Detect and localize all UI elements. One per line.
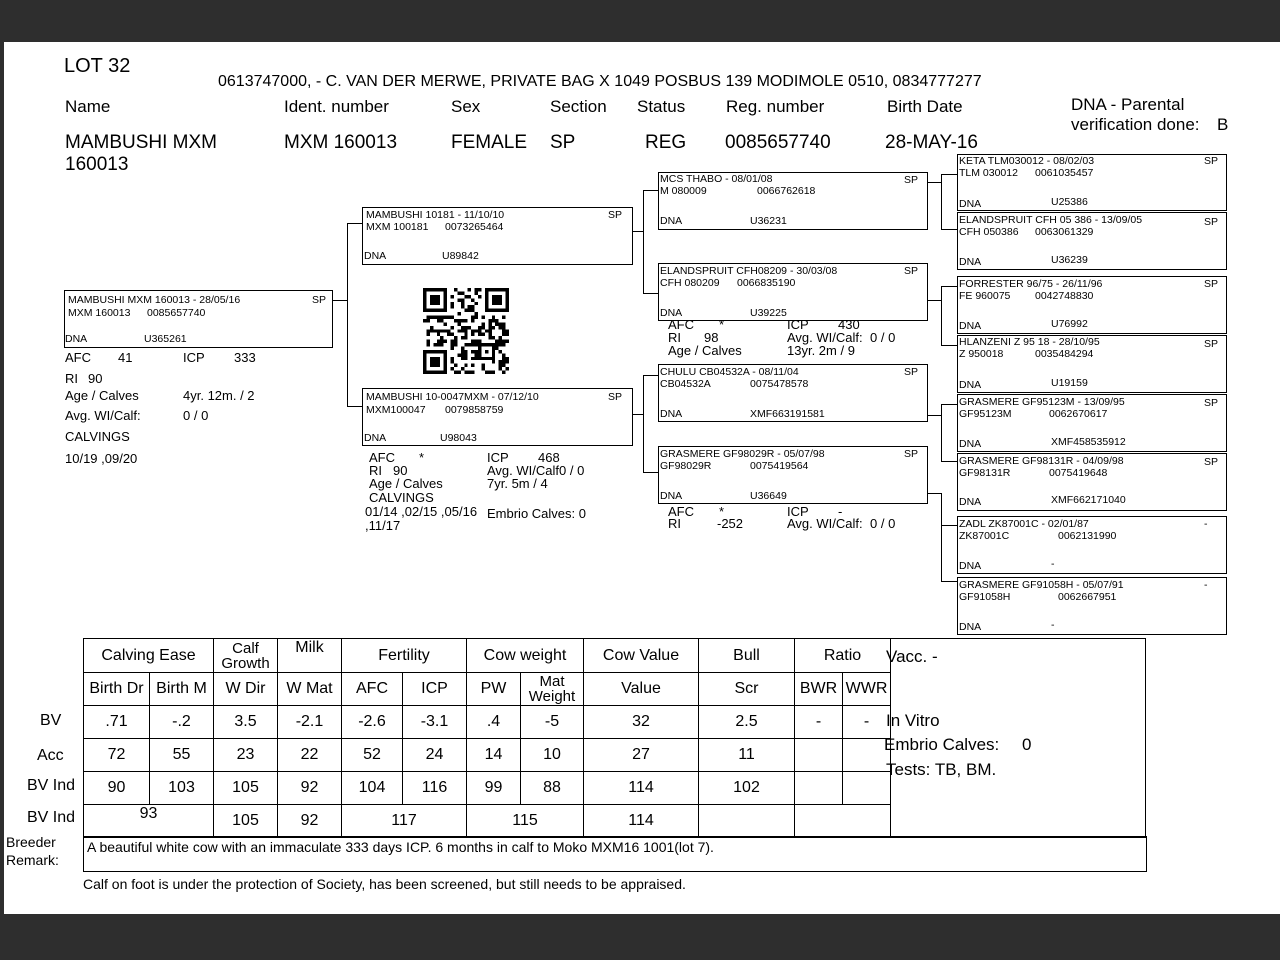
bvind2-cell: 105 <box>214 805 278 838</box>
dam-age: 7yr. 5m / 4 <box>487 476 548 491</box>
connector <box>941 229 957 230</box>
footnote: Calf on foot is under the protection of Society, has been screened, but still needs to be appraised. <box>83 876 686 892</box>
dam-box <box>362 388 633 446</box>
bv-cell: -.2 <box>150 706 214 739</box>
gp-dna: U36231 <box>750 215 787 227</box>
gp2-afc: * <box>719 317 725 332</box>
subhdr-mat-weight: Mat Weight <box>521 673 584 706</box>
gp-dna-label: DNA <box>660 408 683 420</box>
ggp-dna: XMF458535912 <box>1051 436 1126 448</box>
invitro-label: In Vitro <box>886 711 940 730</box>
ggp-sp: SP <box>1204 278 1219 290</box>
group-ratio: Ratio <box>795 639 891 673</box>
connector <box>643 293 658 294</box>
ggp-id: Z 950018 <box>959 348 1004 360</box>
gp-dna-label: DNA <box>660 490 683 502</box>
ggp-title: GRASMERE GF95123M - 13/09/95 <box>959 396 1125 408</box>
gp2-wi-label: Avg. WI/Calf: <box>787 330 863 345</box>
subhdr-wwr: WWR <box>843 673 891 706</box>
ggp-dna: U76992 <box>1051 318 1088 330</box>
gp-title: CHULU CB04532A - 08/11/04 <box>660 366 799 378</box>
ggp-box <box>957 276 1227 334</box>
ggp-box <box>957 154 1227 211</box>
ggp-reg: 0063061329 <box>1035 226 1094 238</box>
remark-box <box>83 836 1147 872</box>
subject-age-label: Age / Calves <box>65 388 139 403</box>
ggp-reg: 0035484294 <box>1035 348 1094 360</box>
subhdr-bwr: BWR <box>795 673 843 706</box>
ggp-sp: SP <box>1204 216 1219 228</box>
header-birth: Birth Date <box>887 97 963 116</box>
ggp-dna-label: DNA <box>959 560 982 572</box>
ggp-box <box>957 453 1227 511</box>
gp2-age: 13yr. 2m / 9 <box>787 343 855 358</box>
acc-cell: 55 <box>150 739 214 772</box>
ggp-dna-label: DNA <box>959 320 982 332</box>
connector <box>941 286 942 346</box>
ggp-sp: SP <box>1204 456 1219 468</box>
bvind-cell: 114 <box>584 772 699 805</box>
catalogue-sheet <box>4 42 1280 914</box>
subject-calvings: 10/19 ,09/20 <box>65 451 138 466</box>
header-reg: Reg. number <box>726 97 825 116</box>
ggp-title: GRASMERE GF98131R - 04/09/98 <box>959 455 1124 467</box>
animal-reg: 0085657740 <box>725 132 831 153</box>
granddam-paternal-box <box>658 263 928 321</box>
subhdr-scr: Scr <box>699 673 795 706</box>
subject-icp: 333 <box>234 350 256 365</box>
gp4-afc-label: AFC <box>668 504 694 519</box>
subject-title: MAMBUSHI MXM 160013 - 28/05/16 <box>68 294 241 306</box>
ggp-dna-label: DNA <box>959 256 982 268</box>
subject-wi: 0 / 0 <box>183 408 209 423</box>
connector <box>941 174 957 175</box>
gp2-icp-label: ICP <box>787 317 809 332</box>
dam-dna: U98043 <box>440 432 477 444</box>
dam-afc: * <box>419 450 425 465</box>
bvind-cell: 90 <box>84 772 150 805</box>
embrio-value: 0 <box>1022 735 1032 754</box>
ggp-sp: SP <box>1204 397 1219 409</box>
bv-cell: 2.5 <box>699 706 795 739</box>
ggp-id: FE 960075 <box>959 290 1011 302</box>
bv-cell: .71 <box>84 706 150 739</box>
sire-sp: SP <box>608 209 623 221</box>
row-label-bv: BV <box>40 712 62 729</box>
gp-dna: U36649 <box>750 490 787 502</box>
gp4-afc: * <box>719 504 725 519</box>
ggp-dna-label: DNA <box>959 621 982 633</box>
acc-cell: 23 <box>214 739 278 772</box>
connector <box>941 404 942 462</box>
grandsire-paternal-box <box>658 172 928 230</box>
acc-cell: 11 <box>699 739 795 772</box>
subhdr-icp: ICP <box>403 673 467 706</box>
subhdr-birth-m: Birth M <box>150 673 214 706</box>
acc-cell: 24 <box>403 739 467 772</box>
bv-cell: -5 <box>521 706 584 739</box>
gp4-wi-label: Avg. WI/Calf: <box>787 516 863 531</box>
bvind2-cell: 92 <box>278 805 342 838</box>
sire-box <box>362 207 633 265</box>
ggp-dna: U36239 <box>1051 254 1088 266</box>
dam-icp: 468 <box>538 450 560 465</box>
dam-dna-label: DNA <box>364 432 387 444</box>
subject-sp: SP <box>312 294 327 306</box>
connector <box>643 472 658 473</box>
gp-sp: SP <box>904 174 919 186</box>
subject-reg: 0085657740 <box>147 307 206 319</box>
gp-reg: 0075478578 <box>750 378 809 390</box>
gp-id: GF98029R <box>660 460 712 472</box>
ggp-id: ZK87001C <box>959 530 1010 542</box>
connector <box>926 493 941 494</box>
bv-cell: 32 <box>584 706 699 739</box>
connector <box>926 182 941 183</box>
owner-line: 0613747000, - C. VAN DER MERWE, PRIVATE BAG X 1049 POSBUS 139 MODIMOLE 0510, 0834777277 <box>218 73 982 90</box>
gp-title: ELANDSPRUIT CFH08209 - 30/03/08 <box>660 265 838 277</box>
dam-ri-label: RI <box>369 463 382 478</box>
bv-cell: - <box>795 706 843 739</box>
connector <box>347 223 348 407</box>
ggp-reg: 0062667951 <box>1058 591 1117 603</box>
bvind2-cell: 117 <box>342 805 467 838</box>
group-bull: Bull <box>699 639 795 673</box>
gp2-icp: 430 <box>838 317 860 332</box>
ggp-dna: U19159 <box>1051 377 1088 389</box>
subject-id: MXM 160013 <box>68 307 131 319</box>
connector <box>941 345 957 346</box>
acc-cell: 27 <box>584 739 699 772</box>
dam-reg: 0079858759 <box>445 404 504 416</box>
ggp-id: GF95123M <box>959 408 1012 420</box>
dam-ri: 90 <box>393 463 408 478</box>
ggp-dna: XMF662171040 <box>1051 494 1126 506</box>
ggp-id: GF98131R <box>959 467 1011 479</box>
ggp-box <box>957 212 1227 270</box>
ggp-id: CFH 050386 <box>959 226 1019 238</box>
ggp-title: HLANZENI Z 95 18 - 28/10/95 <box>959 336 1100 348</box>
acc-cell: 72 <box>84 739 150 772</box>
connector <box>941 525 957 526</box>
ggp-dna-label: DNA <box>959 198 982 210</box>
ggp-box <box>957 577 1227 635</box>
bv-cell: - <box>843 706 891 739</box>
gp-dna-label: DNA <box>660 215 683 227</box>
gp2-age-label: Age / Calves <box>668 343 742 358</box>
group-calf-growth: Calf Growth <box>214 639 278 673</box>
gp-sp: SP <box>904 366 919 378</box>
subject-wi-label: Avg. WI/Calf: <box>65 408 141 423</box>
vaccination-panel <box>879 638 1146 838</box>
granddam-maternal-box <box>658 446 928 504</box>
subject-age: 4yr. 12m. / 2 <box>183 388 255 403</box>
remark-text: A beautiful white cow with an immaculate 333 days ICP. 6 months in calf to Moko MXM16 1001(lot 7). <box>87 839 714 855</box>
group-calving-ease: Calving Ease <box>84 639 214 673</box>
connector <box>941 493 942 582</box>
animal-birth: 28-MAY-16 <box>885 132 978 153</box>
breeding-values-table <box>83 638 891 838</box>
acc-cell: 52 <box>342 739 403 772</box>
bvind2-cell <box>699 805 795 838</box>
bv-cell: .4 <box>467 706 521 739</box>
connector <box>643 190 658 191</box>
bvind2-cell: 115 <box>467 805 584 838</box>
dam-age-label: Age / Calves <box>369 476 443 491</box>
ggp-dna-label: DNA <box>959 379 982 391</box>
bv-cell: -2.1 <box>278 706 342 739</box>
gp2-ri-label: RI <box>668 330 681 345</box>
connector <box>926 415 941 416</box>
grandsire-maternal-box <box>658 364 928 422</box>
subject-calvings-label: CALVINGS <box>65 429 130 444</box>
sire-reg: 0073265464 <box>445 221 504 233</box>
ggp-title: KETA TLM030012 - 08/02/03 <box>959 155 1095 167</box>
embrio-label: Embrio Calves: <box>884 735 1000 754</box>
ggp-id: GF91058H <box>959 591 1011 603</box>
bvind-cell: 103 <box>150 772 214 805</box>
bvind-cell: 102 <box>699 772 795 805</box>
group-milk: Milk <box>278 639 342 673</box>
dam-title: MAMBUSHI 10-0047MXM - 07/12/10 <box>366 391 539 403</box>
subject-afc-label: AFC <box>65 350 91 365</box>
dam-calvings-1: 01/14 ,02/15 ,05/16 <box>365 504 478 519</box>
gp4-icp-label: ICP <box>787 504 809 519</box>
subject-dna-label: DNA <box>65 333 88 345</box>
gp2-afc-label: AFC <box>668 317 694 332</box>
gp-reg: 0075419564 <box>750 460 809 472</box>
header-status: Status <box>637 97 686 116</box>
dam-sp: SP <box>608 391 623 403</box>
gp-id: CB04532A <box>660 378 711 390</box>
subject-ri-label: RI <box>65 371 78 386</box>
acc-cell: 10 <box>521 739 584 772</box>
connector <box>941 286 957 287</box>
dam-calvings-2: ,11/17 <box>365 518 401 533</box>
connector <box>941 404 957 405</box>
ggp-dna-label: DNA <box>959 496 982 508</box>
ggp-dna: - <box>1051 619 1055 631</box>
breeder-label: Breeder <box>6 834 56 850</box>
acc-cell <box>795 739 843 772</box>
bvind2-cell: 93 <box>84 805 214 838</box>
dam-id: MXM100047 <box>366 404 426 416</box>
gp-dna-label: DNA <box>660 307 683 319</box>
animal-name-1: MAMBUSHI MXM <box>65 132 217 153</box>
gp-sp: SP <box>904 448 919 460</box>
ggp-box <box>957 394 1227 452</box>
subhdr-birth-dr: Birth Dr <box>84 673 150 706</box>
ggp-reg: 0075419648 <box>1049 467 1108 479</box>
qr-code <box>423 288 509 374</box>
gp4-wi: 0 / 0 <box>870 516 896 531</box>
header-dna-2: verification done: <box>1071 115 1200 134</box>
dam-calvings-label: CALVINGS <box>369 490 434 505</box>
tests-label: Tests: TB, BM. <box>886 760 997 779</box>
bvind-cell: 88 <box>521 772 584 805</box>
subhdr-w-mat: W Mat <box>278 673 342 706</box>
subhdr-value: Value <box>584 673 699 706</box>
bvind-cell <box>795 772 843 805</box>
animal-name-2: 160013 <box>65 154 129 175</box>
connector <box>347 223 363 224</box>
lot-number: LOT 32 <box>64 55 131 77</box>
header-sex: Sex <box>451 97 481 116</box>
ggp-title: FORRESTER 96/75 - 26/11/96 <box>959 278 1103 290</box>
subject-ri: 90 <box>88 371 103 386</box>
ggp-title: ELANDSPRUIT CFH 05 386 - 13/09/05 <box>959 214 1143 226</box>
ggp-dna: U25386 <box>1051 196 1088 208</box>
connector <box>941 174 942 230</box>
dam-afc-label: AFC <box>369 450 395 465</box>
sire-dna-label: DNA <box>364 250 387 262</box>
vacc-label: Vacc. - <box>886 647 938 666</box>
row-label-acc: Acc <box>37 747 64 764</box>
ggp-box <box>957 516 1227 574</box>
group-fertility: Fertility <box>342 639 467 673</box>
ggp-id: TLM 030012 <box>959 167 1018 179</box>
bvind-cell: 92 <box>278 772 342 805</box>
ggp-title: GRASMERE GF91058H - 05/07/91 <box>959 579 1124 591</box>
ggp-dna-label: DNA <box>959 438 982 450</box>
bvind2-cell: 114 <box>584 805 699 838</box>
connector <box>941 581 957 582</box>
subhdr-w-dir: W Dir <box>214 673 278 706</box>
ggp-sp: - <box>1204 579 1208 591</box>
header-name: Name <box>65 97 111 116</box>
sire-dna: U89842 <box>442 250 479 262</box>
ggp-dna: - <box>1051 558 1055 570</box>
gp4-ri: -252 <box>717 516 744 531</box>
gp4-icp: - <box>838 504 843 519</box>
subject-dna: U365261 <box>144 333 187 345</box>
bv-cell: 3.5 <box>214 706 278 739</box>
gp-dna: XMF663191581 <box>750 408 825 420</box>
subhdr-afc: AFC <box>342 673 403 706</box>
connector <box>643 375 658 376</box>
gp-id: M 080009 <box>660 185 707 197</box>
ggp-sp: - <box>1204 518 1208 530</box>
gp-id: CFH 080209 <box>660 277 720 289</box>
bvind2-cell <box>795 805 891 838</box>
bv-cell: -3.1 <box>403 706 467 739</box>
bvind-cell: 99 <box>467 772 521 805</box>
gp2-ri: 98 <box>704 330 719 345</box>
connector <box>643 190 644 294</box>
bvind-cell: 116 <box>403 772 467 805</box>
gp-title: MCS THABO - 08/01/08 <box>660 173 773 185</box>
bvind-cell: 105 <box>214 772 278 805</box>
acc-cell: 22 <box>278 739 342 772</box>
ggp-sp: SP <box>1204 338 1219 350</box>
bv-cell: -2.6 <box>342 706 403 739</box>
sire-id: MXM 100181 <box>366 221 429 233</box>
connector <box>643 375 644 473</box>
header-dna-1: DNA - Parental <box>1071 95 1185 114</box>
subhdr-pw: PW <box>467 673 521 706</box>
subject-pedigree-box <box>64 290 333 348</box>
gp-reg: 0066762618 <box>757 185 816 197</box>
sire-title: MAMBUSHI 10181 - 11/10/10 <box>366 209 505 221</box>
animal-status: REG <box>645 132 687 153</box>
gp-dna: U39225 <box>750 307 787 319</box>
remark-label: Remark: <box>6 852 59 868</box>
ggp-box <box>957 335 1227 393</box>
acc-cell: 14 <box>467 739 521 772</box>
gp4-ri-label: RI <box>668 516 681 531</box>
ggp-reg: 0062131990 <box>1058 530 1117 542</box>
ggp-reg: 0042748830 <box>1035 290 1094 302</box>
row-label-bvind: BV Ind <box>27 777 76 794</box>
gp-sp: SP <box>904 265 919 277</box>
ggp-sp: SP <box>1204 155 1219 167</box>
header-ident: Ident. number <box>284 97 389 116</box>
ggp-reg: 0061035457 <box>1035 167 1094 179</box>
group-cow-value: Cow Value <box>584 639 699 673</box>
subject-icp-label: ICP <box>183 350 205 365</box>
dam-embrio: Embrio Calves: 0 <box>487 506 586 521</box>
connector <box>331 300 347 301</box>
group-cow-weight: Cow weight <box>467 639 584 673</box>
gp-reg: 0066835190 <box>737 277 796 289</box>
connector <box>347 406 363 407</box>
bvind-cell: 104 <box>342 772 403 805</box>
connector <box>926 300 941 301</box>
animal-ident: MXM 160013 <box>284 132 398 153</box>
header-dna-value: B <box>1217 115 1229 134</box>
ggp-title: ZADL ZK87001C - 02/01/87 <box>959 518 1089 530</box>
gp-title: GRASMERE GF98029R - 05/07/98 <box>660 448 825 460</box>
row-label-bvind-2: BV Ind <box>27 809 76 826</box>
animal-sex: FEMALE <box>451 132 528 153</box>
header-section: Section <box>550 97 607 116</box>
gp2-wi: 0 / 0 <box>870 330 896 345</box>
dam-icp-label: ICP <box>487 450 509 465</box>
dam-wi-label: Avg. WI/Calf0 / 0 <box>487 463 585 478</box>
subject-afc: 41 <box>118 350 133 365</box>
animal-section: SP <box>550 132 576 153</box>
ggp-reg: 0062670617 <box>1049 408 1108 420</box>
connector <box>941 461 957 462</box>
